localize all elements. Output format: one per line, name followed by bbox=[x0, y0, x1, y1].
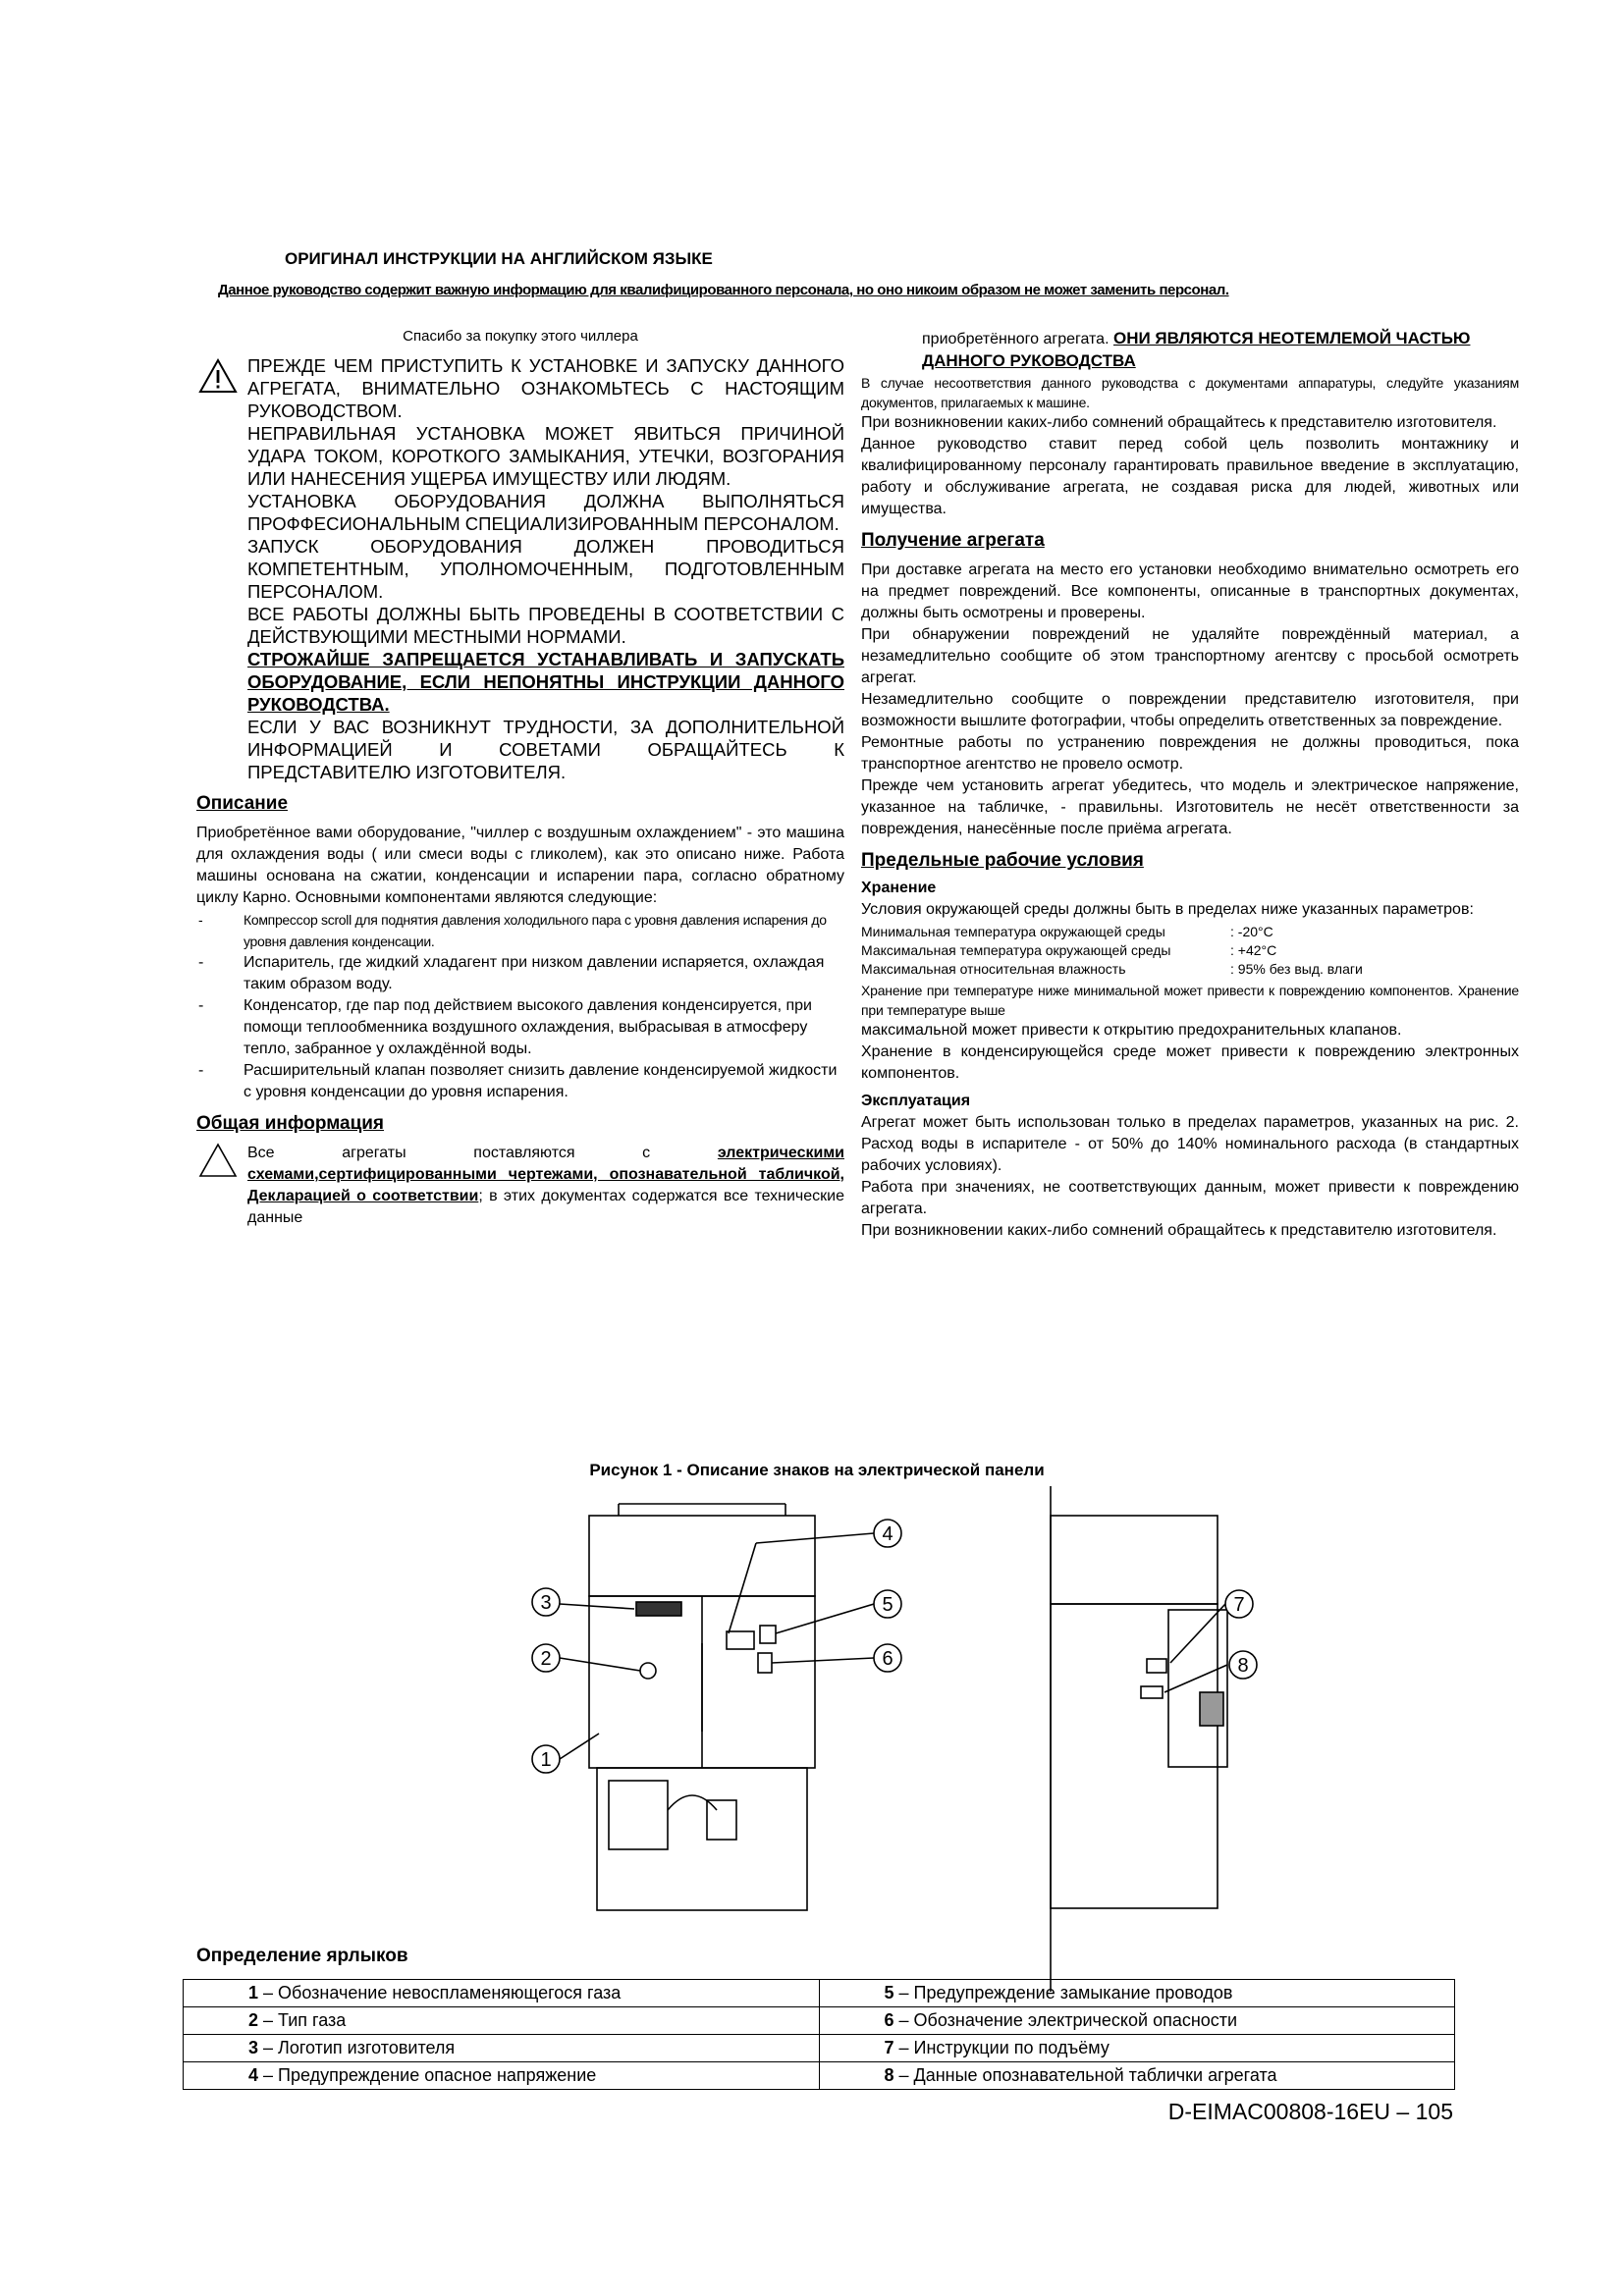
table-row bbox=[184, 2007, 1455, 2035]
storage-heading: Хранение bbox=[861, 880, 937, 896]
operation-para-3: При возникновении каких-либо сомнений обращайтесь к представителю изготовителя. bbox=[861, 1222, 1497, 1239]
table-cell bbox=[184, 2007, 820, 2035]
label-text: – Данные опознавательной таблички агрегата bbox=[893, 2065, 1277, 2085]
receipt-para-4: Ремонтные работы по устранению повреждения не должны проводиться, пока транспортное агентство не провело осмотр. bbox=[861, 734, 1519, 773]
condition-label: Максимальная температура окружающей среды bbox=[861, 942, 1171, 958]
table-cell bbox=[184, 2035, 820, 2062]
storage-conditions-table bbox=[861, 923, 1369, 979]
storage-para-3: Хранение в конденсирующейся среде может привести к повреждению электронных компонентов. bbox=[861, 1043, 1519, 1082]
label-number: 1 bbox=[248, 1983, 259, 2002]
table-row bbox=[861, 923, 1369, 941]
callout-3-label: 3 bbox=[540, 1592, 552, 1614]
operation-heading: Эксплуатация bbox=[861, 1093, 971, 1109]
callout-7-label: 7 bbox=[1233, 1594, 1245, 1616]
warning-contact: ЕСЛИ У ВАС ВОЗНИКНУТ ТРУДНОСТИ, ЗА ДОПОЛНИТЕЛЬНОЙ ИНФОРМАЦИЕЙ И СОВЕТАМИ ОБРАЩАЙТЕСЬ К ПРЕДСТАВИТЕЛЮ ИЗГОТОВИТЕЛЯ. bbox=[247, 717, 844, 782]
label-number: 5 bbox=[884, 1983, 894, 2002]
table-row bbox=[861, 941, 1369, 960]
label-definitions-heading: Определение ярлыков bbox=[196, 1946, 408, 1966]
table-cell bbox=[184, 1980, 820, 2007]
warning-strict: СТРОЖАЙШЕ ЗАПРЕЩАЕТСЯ УСТАНАВЛИВАТЬ И ЗАПУСКАТЬ ОБОРУДОВАНИЕ, ЕСЛИ НЕПОНЯТНЫ ИНСТРУКЦИИ ДАННОГО РУКОВОДСТВА. bbox=[247, 649, 844, 715]
label-text: – Обозначение электрической опасности bbox=[893, 2010, 1238, 2030]
receipt-para-5: Прежде чем установить агрегат убедитесь, что модель и электрическое напряжение, указанное на табличке, - правильны. Изготовитель не несёт ответственности за повреждения, нанесённые после приёма агрегата. bbox=[861, 777, 1519, 837]
label-number: 4 bbox=[248, 2065, 259, 2085]
condition-value: : +42°C bbox=[1230, 942, 1277, 958]
left-column bbox=[196, 328, 844, 1229]
storage-para-2: максимальной может привести к открытию предохранительных клапанов. bbox=[861, 1022, 1402, 1039]
list-item: - Испаритель, где жидкий хладагент при низком давлении испаряется, охлаждая таким образом воду. bbox=[196, 952, 844, 995]
receipt-para-2: При обнаружении повреждений не удаляйте повреждённый материал, а незамедлительно сообщите об этом транспортному агентсву с просьбой осмотреть агрегат. bbox=[861, 626, 1519, 686]
label-number: 2 bbox=[248, 2010, 259, 2030]
callout-8-label: 8 bbox=[1237, 1655, 1249, 1677]
label-number: 6 bbox=[884, 2010, 894, 2030]
manufacturer-logo-label bbox=[636, 1602, 681, 1616]
document-subtitle: Данное руководство содержит важную информацию для квалифицированного персонала, но оно никоим образом не может заменить персонал. bbox=[218, 282, 1229, 298]
warning-line-3: УСТАНОВКА ОБОРУДОВАНИЯ ДОЛЖНА ВЫПОЛНЯТЬСЯ ПРОФФЕСИОНАЛЬНЫМ СПЕЦИАЛИЗИРОВАННЫМ ПЕРСОНАЛОМ. bbox=[247, 491, 844, 534]
electrical-panel-figure bbox=[461, 1486, 1306, 1997]
caution-triangle-icon bbox=[198, 1143, 238, 1178]
warning-line-2: НЕПРАВИЛЬНАЯ УСТАНОВКА МОЖЕТ ЯВИТЬСЯ ПРИЧИНОЙ УДАРА ТОКОМ, КОРОТКОГО ЗАМЫКАНИЯ, УТЕЧКИ, ВОЗГОРАНИЯ ИЛИ НАНЕСЕНИЯ УЩЕРБА ИМУЩЕСТВУ ИЛИ ЛЮДЯМ. bbox=[247, 423, 844, 489]
table-cell bbox=[819, 2062, 1455, 2090]
condition-value: : 95% без выд. влаги bbox=[1230, 961, 1363, 977]
callout-6-label: 6 bbox=[882, 1648, 893, 1670]
limits-heading: Предельные рабочие условия bbox=[861, 850, 1144, 871]
label-number: 3 bbox=[248, 2038, 259, 2057]
label-definitions-table bbox=[183, 1979, 1455, 2090]
figure-caption: Рисунок 1 - Описание знаков на электрической панели bbox=[589, 1461, 1045, 1479]
fan-housing bbox=[589, 1516, 815, 1596]
table-row bbox=[184, 2062, 1455, 2090]
table-cell bbox=[184, 2062, 820, 2090]
component-list bbox=[196, 909, 844, 1103]
intro-contact: При возникновении каких-либо сомнений обращайтесь к представителю изготовителя. bbox=[861, 414, 1497, 431]
right-column bbox=[861, 328, 1519, 1242]
receipt-para-1: При доставке агрегата на место его установки необходимо внимательно осмотреть его на предмет повреждений. Все компоненты, описанные в транспортных документах, должны быть осмотрены и проверены. bbox=[861, 561, 1519, 621]
nameplate-label bbox=[1141, 1686, 1163, 1698]
thanks-line: Спасибо за покупку этого чиллера bbox=[403, 328, 638, 345]
gas-type-label bbox=[640, 1663, 656, 1679]
condition-label: Минимальная температура окружающей среды bbox=[861, 924, 1165, 939]
general-info-docs: электрическими схемами,сертифицированными чертежами, опознавательной табличкой, Декларацией о соответствии bbox=[247, 1145, 844, 1204]
warning-block bbox=[196, 354, 844, 783]
list-item: - Компрессор scroll для поднятия давления холодильного пара с уровня давления испарения до уровня давления конденсации. bbox=[196, 909, 844, 952]
label-text: – Обозначение невоспламеняющегося газа bbox=[258, 1983, 622, 2002]
description-text: Приобретённое вами оборудование, "чиллер с воздушным охлаждением" - это машина для охлаждения воды ( или смеси воды с гликолем), как это описано ниже. Работа машины основана на сжатии, конденсации и испарении пара, согласно обратному циклу Карно. Основными компонентами являются следующие: bbox=[196, 825, 844, 906]
operation-para-1: Агрегат может быть использован только в пределах параметров, указанных на рис. 2. Расход воды в испарителе - от 50% до 140% номинального расхода (в стандартных рабочих условиях). bbox=[861, 1114, 1519, 1174]
storage-small-text: Хранение при температуре ниже минимальной может привести к повреждению компонентов. Хранение при температуре выше bbox=[861, 983, 1519, 1018]
operation-para-2: Работа при значениях, не соответствующих данным, может привести к повреждению агрегата. bbox=[861, 1179, 1519, 1217]
general-info-text bbox=[247, 1143, 844, 1229]
receipt-para-3: Незамедлительно сообщите о повреждении представителю изготовителя, при возможности вышлите фотографии, чтобы определить ответственных за повреждение. bbox=[861, 691, 1519, 729]
callout-4-label: 4 bbox=[882, 1523, 893, 1545]
label-text: – Логотип изготовителя bbox=[258, 2038, 456, 2057]
warning-line-1: ПРЕЖДЕ ЧЕМ ПРИСТУПИТЬ К УСТАНОВКЕ И ЗАПУСКУ ДАННОГО АГРЕГАТА, ВНИМАТЕЛЬНО ОЗНАКОМЬТЕСЬ С НАСТОЯЩИМ РУКОВОДСТВОМ. bbox=[247, 355, 844, 421]
label-text: – Предупреждение опасное напряжение bbox=[258, 2065, 597, 2085]
continuation bbox=[861, 328, 1519, 373]
document-title: ОРИГИНАЛ ИНСТРУКЦИИ НА АНГЛИЙСКОМ ЯЗЫКЕ bbox=[285, 249, 713, 268]
table-row bbox=[861, 960, 1369, 979]
warning-line-5: ВСЕ РАБОТЫ ДОЛЖНЫ БЫТЬ ПРОВЕДЕНЫ В СООТВЕТСТВИИ С ДЕЙСТВУЮЩИМИ МЕСТНЫМИ НОРМАМИ. bbox=[247, 604, 844, 647]
continuation-text: приобретённого агрегата. bbox=[922, 331, 1110, 347]
label-number: 7 bbox=[884, 2038, 894, 2057]
side-body bbox=[1051, 1604, 1218, 1908]
general-info-part-c: ; в этих документах содержатся все технические данные bbox=[247, 1188, 845, 1226]
warning-triangle-icon bbox=[198, 358, 238, 394]
list-item: - Расширительный клапан позволяет снизить давление конденсируемой жидкости с уровня конденсации до уровня испарения. bbox=[196, 1060, 844, 1103]
condition-value: : -20°C bbox=[1230, 924, 1273, 939]
table-row bbox=[184, 1980, 1455, 2007]
table-cell bbox=[819, 2035, 1455, 2062]
label-number: 8 bbox=[884, 2065, 894, 2085]
label-text: – Тип газа bbox=[258, 2010, 347, 2030]
callout-2-label: 2 bbox=[540, 1648, 552, 1670]
table-cell bbox=[819, 1980, 1455, 2007]
receipt-heading: Получение агрегата bbox=[861, 530, 1045, 551]
side-fan-housing bbox=[1051, 1516, 1218, 1604]
general-info-block bbox=[196, 1143, 844, 1229]
continuation-bold: ОНИ ЯВЛЯЮТСЯ НЕОТЕМЛЕМОЙ ЧАСТЬЮ ДАННОГО РУКОВОДСТВА bbox=[922, 329, 1471, 370]
condition-label: Максимальная относительная влажность bbox=[861, 961, 1126, 977]
label-text: – Инструкции по подъёму bbox=[893, 2038, 1110, 2057]
table-cell bbox=[819, 2007, 1455, 2035]
description-heading: Описание bbox=[196, 793, 289, 814]
callout-5-label: 5 bbox=[882, 1594, 893, 1616]
compressor-section bbox=[597, 1768, 807, 1910]
general-info-heading: Общая информация bbox=[196, 1113, 385, 1134]
page-footer: D-EIMAC00808-16EU – 105 bbox=[1167, 2099, 1453, 2124]
list-item: - Конденсатор, где пар под действием высокого давления конденсируется, при помощи теплообменника воздушного охлаждения, выбрасывая в атмосферу тепло, забранное у охлаждённой воды. bbox=[196, 995, 844, 1060]
general-info-part-a: Все агрегаты поставляются с bbox=[247, 1145, 651, 1161]
callout-1-label: 1 bbox=[540, 1749, 552, 1771]
label-text: – Предупреждение замыкание проводов bbox=[893, 1983, 1233, 2002]
intro-purpose: Данное руководство ставит перед собой цель позволить монтажнику и квалифицированному персоналу гарантировать правильное введение в эксплуатацию, работу и обслуживание агрегата, не создавая риска для людей, животных или имущества. bbox=[861, 436, 1519, 517]
warning-line-4: ЗАПУСК ОБОРУДОВАНИЯ ДОЛЖЕН ПРОВОДИТЬСЯ КОМПЕТЕНТНЫМ, УПОЛНОМОЧЕННЫМ, ПОДГОТОВЛЕННЫМ ПЕРСОНАЛОМ. bbox=[247, 536, 844, 602]
intro-small-text: В случае несоответствия данного руководства с документами аппаратуры, следуйте указаниям документов, прилагаемых к машине. bbox=[861, 375, 1519, 410]
table-row bbox=[184, 2035, 1455, 2062]
voltage-warning-label bbox=[727, 1631, 754, 1649]
storage-intro: Условия окружающей среды должны быть в пределах ниже указанных параметров: bbox=[861, 901, 1474, 918]
lifting-instructions-label bbox=[1147, 1659, 1166, 1673]
